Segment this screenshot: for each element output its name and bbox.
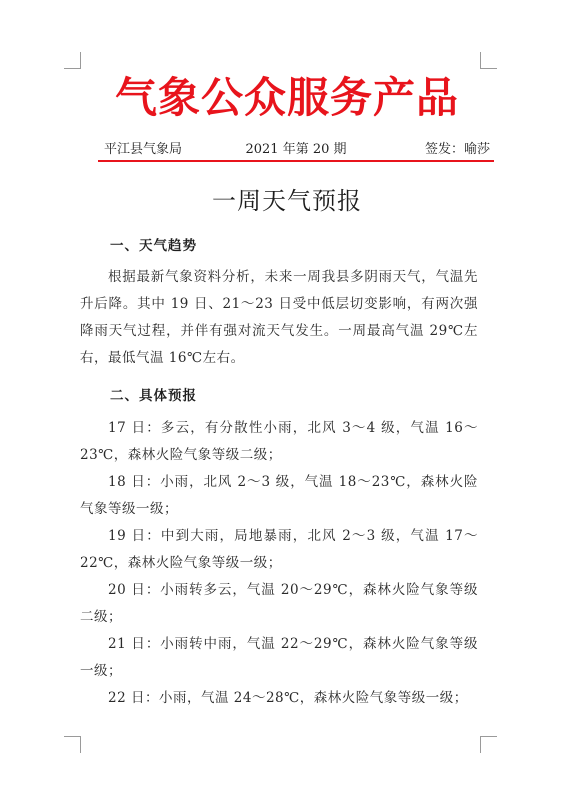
issue-line xyxy=(98,140,494,162)
issue-number: 2021 年第 20 期 xyxy=(245,142,347,157)
forecast-day-21: 21 日：小雨转中雨，气温 22～29℃，森林火险气象等级一级； xyxy=(80,636,478,679)
forecast-day-19: 19 日：中到大雨，局地暴雨，北风 2～3 级，气温 17～22℃，森林火险气象等级一级； xyxy=(80,528,478,571)
masthead-title: 气象公众服务产品 xyxy=(114,73,459,122)
forecast-day-22: 22 日：小雨，气温 24～28℃，森林火险气象等级一级； xyxy=(108,690,468,706)
section-body-trend xyxy=(80,264,478,372)
trend-paragraph: 根据最新气象资料分析，未来一周我县多阴雨天气，气温先升后降。其中 19 日、21～23 日受中低层切变影响，有两次强降雨天气过程，并伴有强对流天气发生。一周最高气温 29℃左右，最低气温 16℃左右。 xyxy=(80,269,478,366)
issuer-name: 平江县气象局 xyxy=(104,142,183,157)
section-body-forecast xyxy=(80,415,478,712)
crop-mark-top-left xyxy=(64,52,81,69)
forecast-day-18: 18 日：小雨，北风 2～3 级，气温 18～23℃，森林火险气象等级一级； xyxy=(80,474,478,517)
signer: 签发：喻莎 xyxy=(424,142,490,157)
document-title: 一周天气预报 xyxy=(212,187,362,215)
red-divider xyxy=(98,160,494,162)
crop-mark-top-right xyxy=(480,52,497,69)
section-heading-trend: 一、天气趋势 xyxy=(110,238,197,254)
forecast-day-17: 17 日：多云，有分散性小雨，北风 3～4 级，气温 16～23℃，森林火险气象等级二级； xyxy=(80,420,478,463)
section-heading-forecast: 二、具体预报 xyxy=(110,388,197,404)
crop-mark-bottom-right xyxy=(480,736,497,753)
crop-mark-bottom-left xyxy=(64,736,81,753)
forecast-day-20: 20 日：小雨转多云，气温 20～29℃，森林火险气象等级二级； xyxy=(80,582,478,625)
